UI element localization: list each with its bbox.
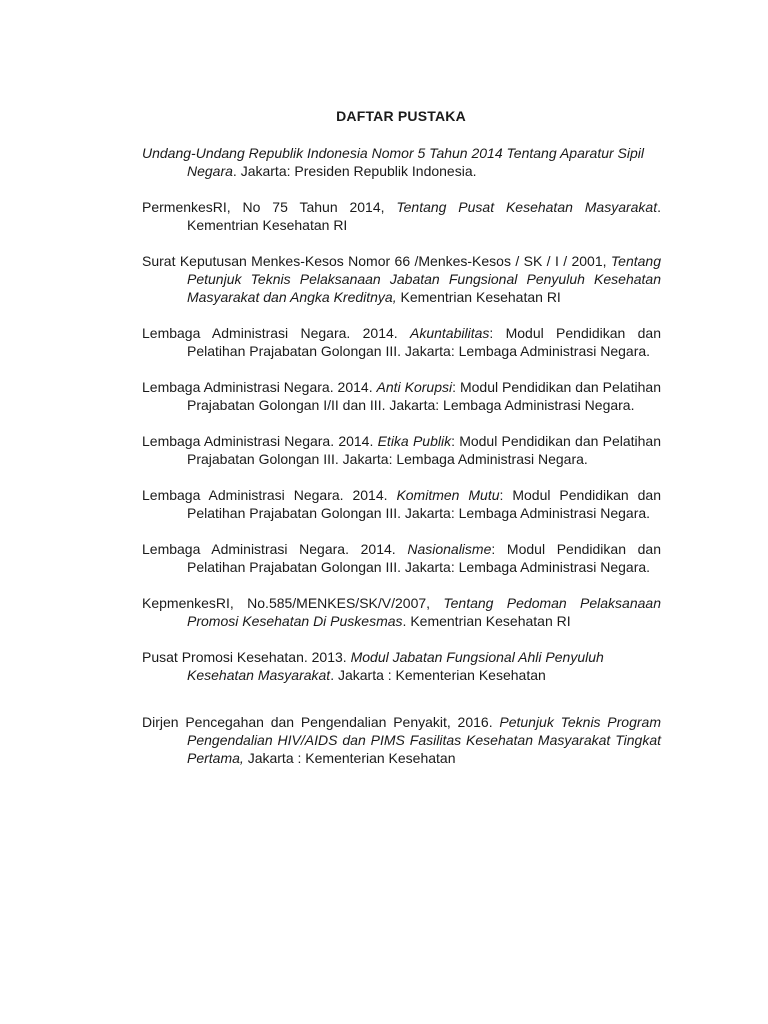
reference-item: Lembaga Administrasi Negara. 2014. Komitmen Mutu: Modul Pendidikan dan Pelatihan Prajabatan Golongan III. Jakarta: Lembaga Administrasi Negara. <box>142 487 661 521</box>
reference-item: Surat Keputusan Menkes-Kesos Nomor 66 /Menkes-Kesos / SK / I / 2001, Tentang Petunjuk Teknis Pelaksanaan Jabatan Fungsional Penyuluh Kesehatan Masyarakat dan Angka Kreditnya, Kementrian Kesehatan RI <box>142 253 661 305</box>
reference-item: Lembaga Administrasi Negara. 2014. Nasionalisme: Modul Pendidikan dan Pelatihan Prajabatan Golongan III. Jakarta: Lembaga Administrasi Negara. <box>142 541 662 575</box>
reference-item: Lembaga Administrasi Negara. 2014. Akuntabilitas: Modul Pendidikan dan Pelatihan Prajabatan Golongan III. Jakarta: Lembaga Administrasi Negara. <box>142 325 661 359</box>
reference-item: Lembaga Administrasi Negara. 2014. Etika Publik: Modul Pendidikan dan Pelatihan Prajabatan Golongan III. Jakarta: Lembaga Administrasi Negara. <box>142 433 662 467</box>
page-title: DAFTAR PUSTAKA <box>336 108 466 124</box>
reference-item: Lembaga Administrasi Negara. 2014. Anti Korupsi: Modul Pendidikan dan Pelatihan Prajabatan Golongan I/II dan III. Jakarta: Lembaga Administrasi Negara. <box>142 379 661 413</box>
reference-item: KepmenkesRI, No.585/MENKES/SK/V/2007, Tentang Pedoman Pelaksanaan Promosi Kesehatan Di Puskesmas. Kementrian Kesehatan RI <box>142 595 661 629</box>
reference-item: Pusat Promosi Kesehatan. 2013. Modul Jabatan Fungsional Ahli Penyuluh Kesehatan Masyarakat. Jakarta : Kementerian Kesehatan <box>142 649 604 683</box>
reference-item: Dirjen Pencegahan dan Pengendalian Penyakit, 2016. Petunjuk Teknis Program Pengendalian HIV/AIDS dan PIMS Fasilitas Kesehatan Masyarakat Tingkat Pertama, Jakarta : Kementerian Kesehatan <box>142 714 661 766</box>
reference-item: PermenkesRI, No 75 Tahun 2014, Tentang Pusat Kesehatan Masyarakat. Kementrian Kesehatan RI <box>142 199 661 233</box>
reference-list <box>142 144 661 785</box>
reference-item: Undang-Undang Republik Indonesia Nomor 5 Tahun 2014 Tentang Aparatur Sipil Negara. Jakarta: Presiden Republik Indonesia. <box>142 145 645 179</box>
